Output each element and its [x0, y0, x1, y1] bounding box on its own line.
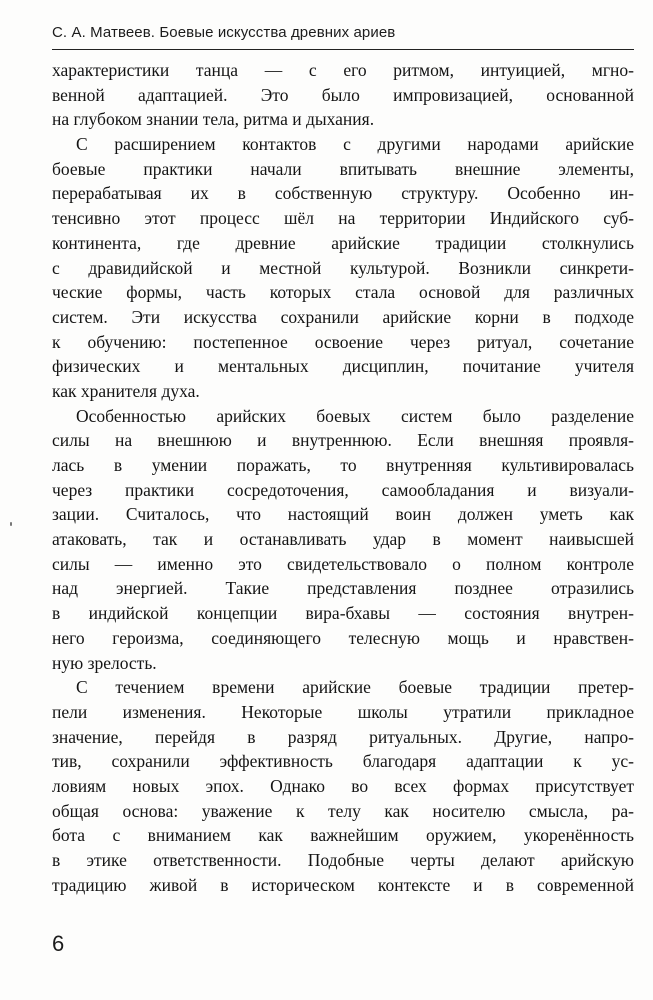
text-line: ческие формы, часть которых стала основой для различных [52, 282, 634, 303]
text-line: с дравидийской и местной культурой. Возникли синкрети- [52, 257, 634, 278]
running-head: С. А. Матвеев. Боевые искусства древних ариев [52, 24, 396, 41]
text-line: к обучению: постепенное освоение через ритуал, сочетание [52, 331, 634, 352]
text-line: в индийской концепции вира-бхавы — состояния внутрен- [52, 603, 634, 624]
paragraph [52, 404, 634, 676]
text-line: общая основа: уважение к телу как носителю смысла, ра- [52, 800, 634, 821]
text-line: перерабатывая их в собственную структуру. Особенно ин- [52, 183, 634, 204]
text-line: значение, перейдя в разряд ритуальных. Другие, напро- [52, 726, 634, 747]
paragraph [52, 132, 634, 404]
text-line: ловиям новых эпох. Однако во всех формах присутствует [52, 775, 634, 796]
text-line: тенсивно этот процесс шёл на территории Индийского суб- [52, 208, 634, 229]
text-line: как хранителя духа. [52, 380, 200, 401]
text-line: физических и ментальных дисциплин, почитание учителя [52, 356, 634, 377]
text-line: бота с вниманием как важнейшим оружием, укоренённость [52, 825, 634, 846]
text-line: него героизма, соединяющего телесную мощь и нравствен- [52, 627, 634, 648]
text-line: континента, где древние арийские традиции столкнулись [52, 232, 634, 253]
text-line: С течением времени арийские боевые традиции претер- [76, 677, 634, 698]
text-line: С расширением контактов с другими народами арийские [76, 134, 634, 155]
text-line: пели изменения. Некоторые школы утратили прикладное [52, 701, 634, 722]
text-line: на глубоком знании тела, ритма и дыхания. [52, 109, 375, 130]
text-line: силы — именно это свидетельствовало о полном контроле [52, 553, 634, 574]
paragraph [52, 675, 634, 897]
text-line: ную зрелость. [52, 652, 157, 673]
scan-speck [10, 522, 12, 526]
text-line: в этике ответственности. Подобные черты делают арийскую [52, 850, 634, 870]
text-line: через практики сосредоточения, самообладания и визуали- [52, 479, 634, 500]
paragraph [52, 58, 634, 132]
text-line: лась в умении поражать, то внутренняя культивировалась [52, 455, 634, 475]
text-line: атаковать, так и останавливать удар в момент наивысшей [52, 529, 634, 550]
header-rule [52, 49, 634, 50]
text-line: тив, сохранили эффективность благодаря адаптации к ус- [52, 751, 634, 772]
text-line: характеристики танца — с его ритмом, интуицией, мгно- [52, 60, 634, 80]
page-number: 6 [52, 931, 65, 956]
text-line: над энергией. Такие представления позднее отразились [52, 578, 634, 599]
text-line: традицию живой в историческом контексте и в современной [52, 874, 634, 895]
text-line: силы на внешнюю и внутреннюю. Если внешняя проявля- [52, 430, 634, 451]
text-line: Особенностью арийских боевых систем было разделение [76, 405, 634, 426]
text-line: боевые практики начали впитывать внешние элементы, [52, 158, 634, 179]
text-line: венной адаптацией. Это было импровизацией, основанной [52, 84, 634, 105]
text-line: систем. Эти искусства сохранили арийские корни в подходе [52, 306, 634, 327]
text-line: зации. Считалось, что настоящий воин должен уметь как [52, 504, 634, 525]
body-text [52, 58, 634, 897]
